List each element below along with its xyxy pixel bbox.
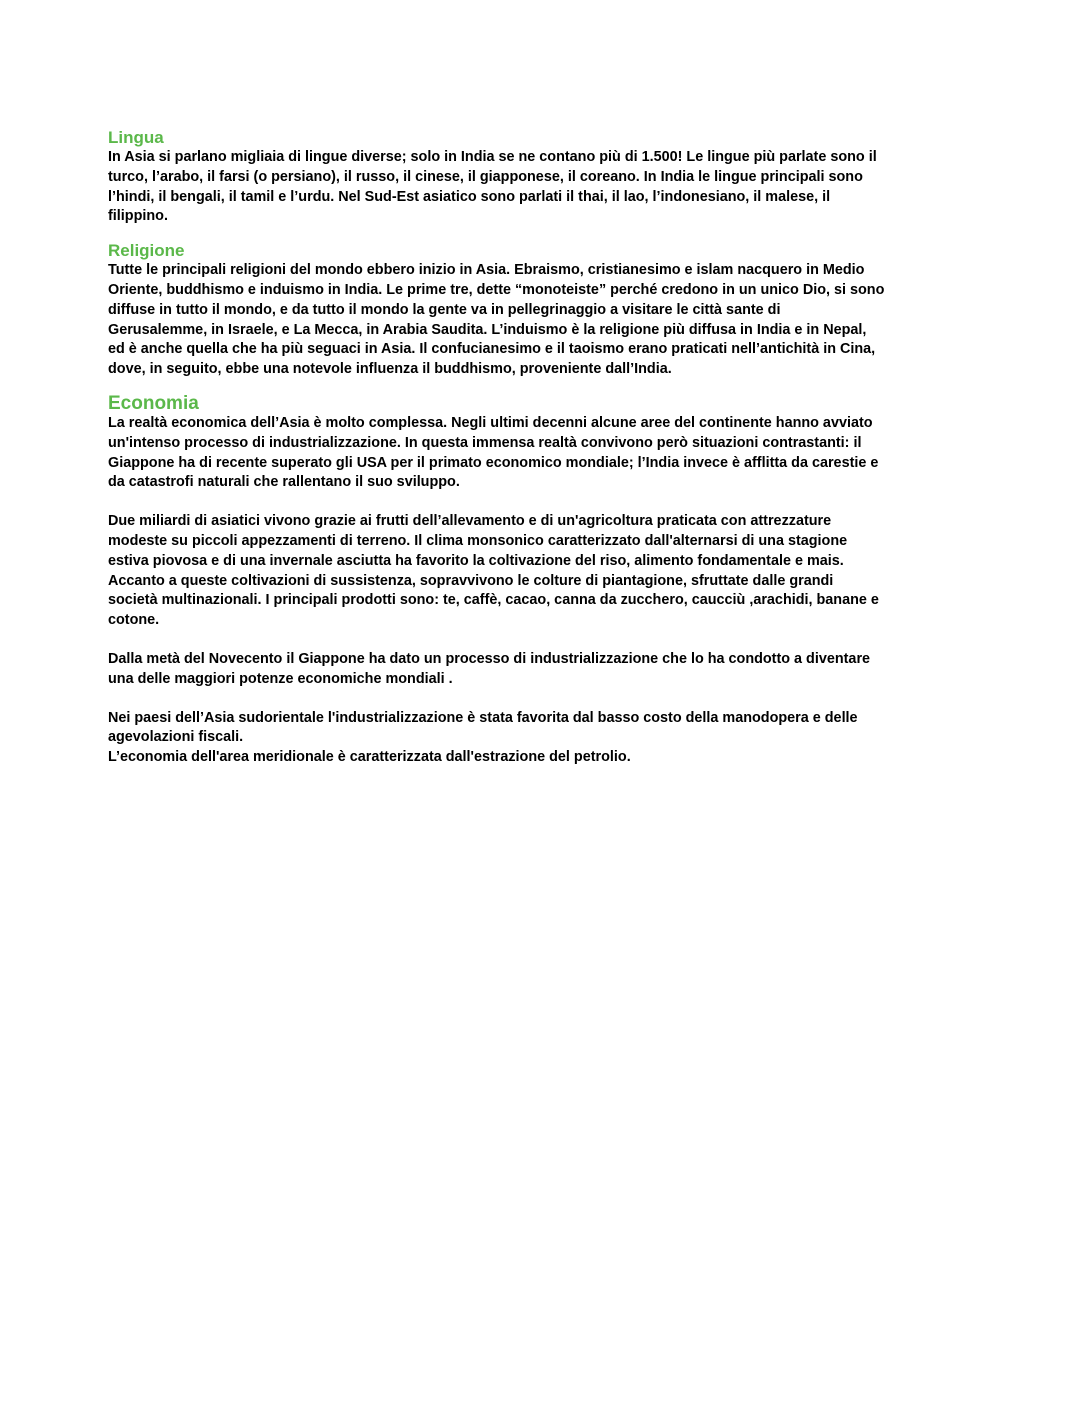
paragraph: Tutte le principali religioni del mondo ebbero inizio in Asia. Ebraismo, cristianesimo e islam nacquero in Medio Oriente, buddhismo e induismo in India. Le prime tre, dette “monoteiste” perché credono in un unico Dio, si sono diffuse in tutto il mondo, e da tutto il mondo la gente va in pellegrinaggio a visitare le città sante di Gerusalemme, in Israele, e La Mecca, in Arabia Saudita. L’induismo è la religione più diffusa in India e in Nepal, ed è anche quella che ha più seguaci in Asia. Il confucianesimo e il taoismo erano praticati nell’antichità in Cina, dove, in seguito, ebbe una notevole influenza il buddhismo, proveniente dall’India. [108,262,885,378]
document-page [108,127,988,781]
paragraph: Dalla metà del Novecento il Giappone ha dato un processo di industrializzazione che lo ha condotto a diventare una delle maggiori potenze economiche mondiali . [108,650,871,687]
section-economia [108,393,988,768]
paragraph: La realtà economica dell’Asia è molto complessa. Negli ultimi decenni alcune aree del continente hanno avviato un'intenso processo di industrializzazione. In questa immensa realtà convivono però situazioni contrastanti: il Giappone ha di recente superato gli USA per il primato economico mondiale; l’India invece è afflitta da carestie e da catastrofi naturali che rallentano il suo sviluppo. [108,414,879,491]
section-lingua [108,127,988,227]
paragraph: In Asia si parlano migliaia di lingue diverse; solo in India se ne contano più di 1.500! Le lingue più parlate sono il turco, l’arabo, il farsi (o persiano), il russo, il cinese, il giapponese, il coreano. In India le lingue principali sono l’hindi, il bengali, il tamil e l’urdu. Nel Sud-Est asiatico sono parlati il thai, il lao, l’indonesiano, il malese, il filippino. [108,149,877,225]
paragraph: Due miliardi di asiatici vivono grazie ai frutti dell’allevamento e di un'agricoltura praticata con attrezzature modeste su piccoli appezzamenti di terreno. Il clima monsonico caratterizzato dall'alternarsi di una stagione estiva piovosa e di una invernale asciutta ha favorito la coltivazione del riso, alimento fondamentale e mais. Accanto a queste coltivazioni di sussistenza, sopravvivono le colture di piantagione, sfruttate dalle grandi società multinazionali. I principali prodotti sono: te, caffè, cacao, canna da zucchero, caucciù ,arachidi, banane e cotone. [108,513,879,629]
section-religione [108,240,988,380]
section-title: Economia [108,392,199,414]
paragraph: Nei paesi dell’Asia sudorientale l'industrializzazione è stata favorita dal basso costo della manodopera e delle agevolazioni fiscali. L’economia dell'area meridionale è caratterizzata dall'estrazione del petrolio. [108,709,858,766]
section-title: Lingua [108,128,164,147]
section-title: Religione [108,241,185,261]
